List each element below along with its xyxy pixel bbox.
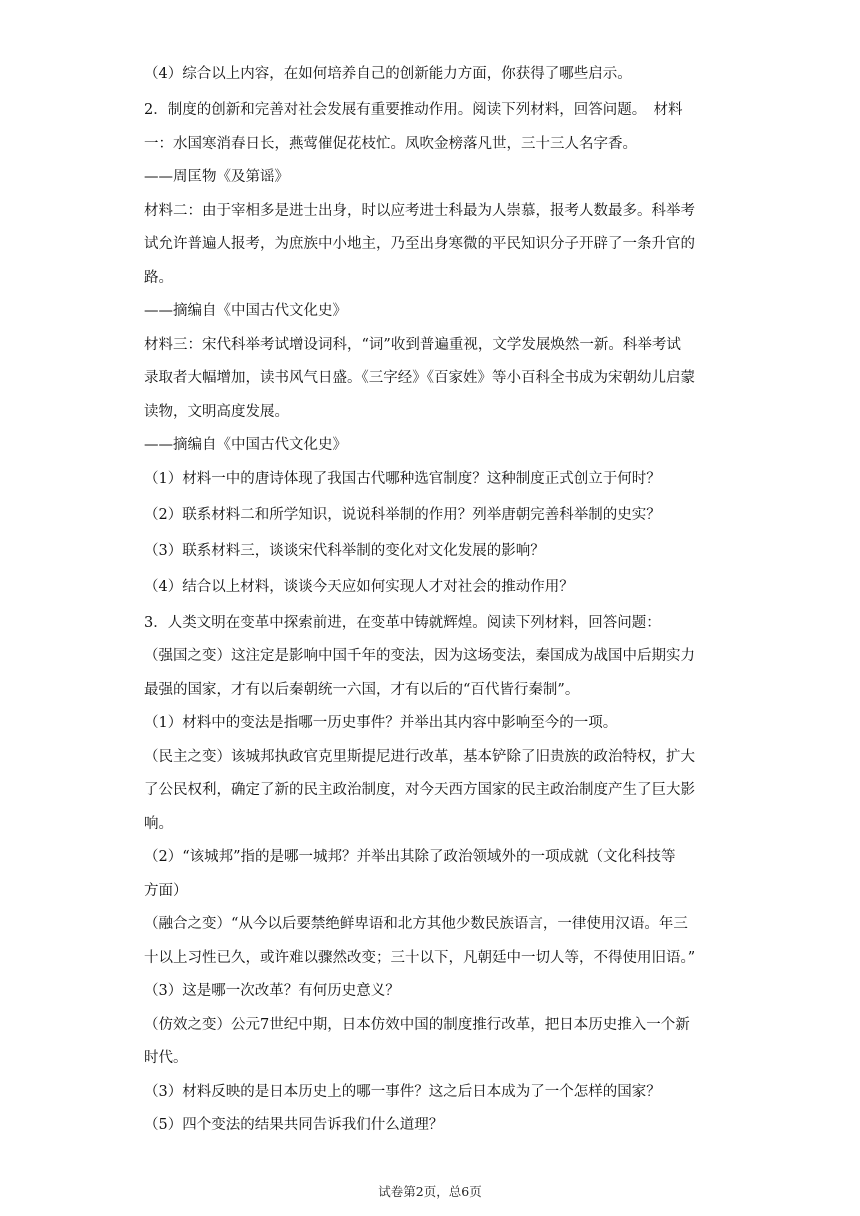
text-line: 录取者大幅增加，读书风气日盛。《三字经》《百家姓》等小百科全书成为宋朝幼儿启蒙	[144, 370, 695, 386]
text-line: 3．人类文明在变革中探索前进，在变革中铸就辉煌。阅读下列材料，回答问题：	[144, 614, 661, 631]
text-line: （1）材料中的变法是指哪一历史事件？并举出其内容中影响至今的一项。	[144, 715, 618, 731]
text-line: （2）“该城邦”指的是哪一城邦？并举出其除了政治领域外的一项成就（文化科技等	[144, 849, 676, 865]
text-line: （民主之变）该城邦执政官克里斯提尼进行改革，基本铲除了旧贵族的政治特权，扩大	[144, 748, 695, 765]
text-line: 响。	[144, 815, 173, 832]
text-line: （5）四个变法的结果共同告诉我们什么道理？	[144, 1117, 444, 1133]
document-body	[144, 64, 716, 1149]
text-line: （仿效之变）公元7世纪中期，日本仿效中国的制度推行改革，把日本历史推入一个新	[144, 1016, 690, 1033]
text-line: 一：水国寒消春日长，燕莺催促花枝忙。凤吹金榜落凡世，三十三人名字香。	[144, 135, 637, 152]
text-line: 材料二：由于宰相多是进士出身，时以应考进士科最为人崇慕，报考人数最多。科举考	[144, 202, 695, 219]
text-line: 材料三：宋代科举考试增设词科，“词”收到普遍重视，文学发展焕然一新。科举考试	[144, 336, 681, 353]
text-line: 了公民权利，确定了新的民主政治制度，对今天西方国家的民主政治制度产生了巨大影	[144, 782, 695, 798]
text-line: （2）联系材料二和所学知识，说说科举制的作用？列举唐朝完善科举制的史实？	[144, 506, 661, 523]
text-line: 读物，文明高度发展。	[144, 403, 289, 420]
text-line: 方面）	[144, 882, 188, 899]
text-line: 时代。	[144, 1050, 188, 1066]
page-footer: 试卷第2页，总6页	[378, 1184, 482, 1199]
text-line: ——摘编自《中国古代文化史》	[144, 303, 347, 319]
text-line: （3）材料反映的是日本历史上的哪一事件？这之后日本成为了一个怎样的国家？	[144, 1083, 661, 1100]
text-line: 路。	[144, 269, 173, 286]
text-line: ——摘编自《中国古代文化史》	[144, 437, 347, 453]
text-line: （4）结合以上材料，谈谈今天应如何实现人才对社会的推动作用？	[144, 578, 574, 595]
text-line: 最强的国家，才有以后秦朝统一六国，才有以后的“百代皆行秦制”。	[144, 681, 580, 698]
text-line: （强国之变）这注定是影响中国千年的变法，因为这场变法，秦国成为战国中后期实力	[144, 648, 695, 664]
text-line: 2．制度的创新和完善对社会发展有重要推动作用。阅读下列材料，回答问题。 材料	[144, 102, 683, 118]
text-line: ——周匡物《及第谣》	[144, 169, 289, 185]
text-line: （3）这是哪一次改革？有何历史意义？	[144, 983, 400, 999]
text-line: （3）联系材料三，谈谈宋代科举制的变化对文化发展的影响？	[144, 542, 545, 559]
text-line: 试允许普遍人报考，为庶族中小地主，乃至出身寒微的平民知识分子开辟了一条升官的	[144, 236, 695, 252]
text-line: （4）综合以上内容，在如何培养自己的创新能力方面，你获得了哪些启示。	[144, 66, 632, 82]
text-line: （融合之变）“从今以后要禁绝鲜卑语和北方其他少数民族语言，一律使用汉语。年三	[144, 916, 688, 932]
text-line: （1）材料一中的唐诗体现了我国古代哪种选官制度？这种制度正式创立于何时？	[144, 470, 661, 487]
text-line: 十以上习性已久，或许难以骤然改变；三十以下，凡朝廷中一切人等，不得使用旧语。”	[144, 949, 696, 966]
